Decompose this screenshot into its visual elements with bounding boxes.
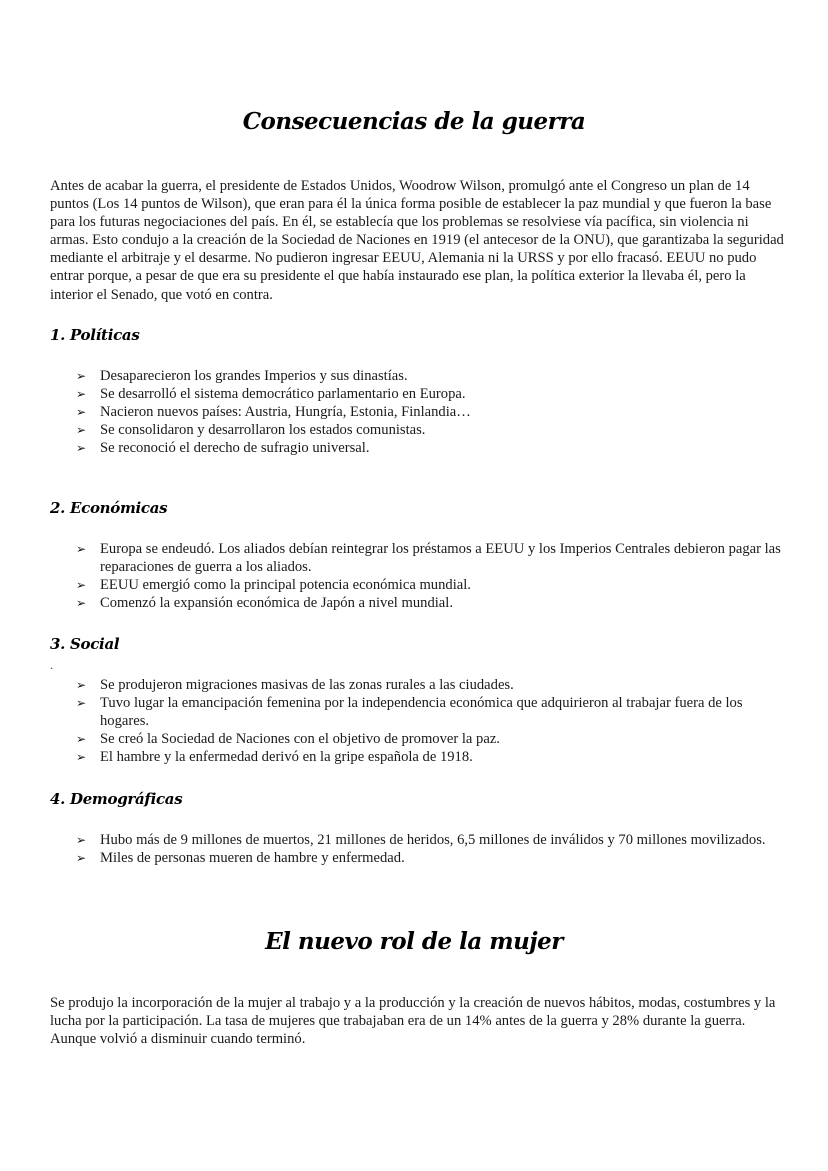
- list-item: ➢ Comenzó la expansión económica de Japón a nivel mundial.: [76, 595, 453, 612]
- arrowhead-bullet-icon: ➢: [76, 387, 87, 402]
- list-item: ➢ Europa se endeudó. Los aliados debían reintegrar los préstamos a EEUU y los Imperios Centrales debieron pagar las reparaciones de guerra a los aliados.: [76, 541, 781, 576]
- list-item: ➢ El hambre y la enfermedad derivó en la gripe española de 1918.: [76, 749, 473, 766]
- arrowhead-bullet-icon: ➢: [76, 696, 87, 711]
- list-item: ➢ Se reconoció el derecho de sufragio universal.: [76, 440, 370, 457]
- arrowhead-bullet-icon: ➢: [76, 851, 87, 866]
- list-item: ➢ Nacieron nuevos países: Austria, Hungría, Estonia, Finlandia…: [76, 404, 471, 421]
- arrowhead-bullet-icon: ➢: [76, 678, 87, 692]
- arrowhead-bullet-icon: ➢: [76, 423, 87, 438]
- list-item: ➢ Se produjeron migraciones masivas de las zonas rurales a las ciudades.: [76, 677, 514, 693]
- list-item: ➢ Desaparecieron los grandes Imperios y sus dinastías.: [76, 368, 408, 384]
- mujer-paragraph: Se produjo la incorporación de la mujer al trabajo y a la producción y la creación de nuevos hábitos, modas, costumbres y la lucha por la participación. La tasa de mujeres que trabajaban era de un 14% antes de la guerra y 28% durante la guerra. Aunque volvió a disminuir cuando terminó.: [50, 995, 776, 1048]
- arrowhead-bullet-icon: ➢: [76, 596, 87, 611]
- section-heading-politicas: 1. Políticas: [50, 326, 140, 344]
- bullet-list-social: [76, 676, 786, 766]
- arrowhead-bullet-icon: ➢: [76, 750, 87, 765]
- list-item: ➢ Se creó la Sociedad de Naciones con el objetivo de promover la paz.: [76, 731, 500, 748]
- list-item: ➢ Tuvo lugar la emancipación femenina por la independencia económica que adquirieron al trabajar fuera de los hogares.: [76, 695, 743, 730]
- page-title: Consecuencias de la guerra: [242, 108, 586, 135]
- list-item: ➢ Hubo más de 9 millones de muertos, 21 millones de heridos, 6,5 millones de inválidos y 70 millones movilizados.: [76, 832, 766, 848]
- stray-period-mark: .: [50, 658, 53, 672]
- bullet-list-economicas: [76, 540, 786, 612]
- list-item: ➢ Se consolidaron y desarrollaron los estados comunistas.: [76, 422, 426, 439]
- section-heading-economicas: 2. Económicas: [50, 499, 168, 517]
- arrowhead-bullet-icon: ➢: [76, 369, 87, 383]
- arrowhead-bullet-icon: ➢: [76, 578, 87, 593]
- section-heading-demograficas: 4. Demográficas: [50, 790, 183, 808]
- section-title-nuevo-rol: El nuevo rol de la mujer: [265, 928, 563, 955]
- arrowhead-bullet-icon: ➢: [76, 732, 87, 747]
- bullet-list-politicas: [76, 367, 786, 457]
- bullet-list-demograficas: [76, 831, 786, 867]
- section-heading-social: 3. Social: [50, 635, 120, 653]
- list-item: ➢ EEUU emergió como la principal potencia económica mundial.: [76, 577, 471, 594]
- list-item: ➢ Se desarrolló el sistema democrático parlamentario en Europa.: [76, 386, 466, 403]
- intro-paragraph: Antes de acabar la guerra, el presidente de Estados Unidos, Woodrow Wilson, promulgó ante el Congreso un plan de 14 puntos (Los 14 puntos de Wilson), que eran para él la única forma posible de establecer la paz mundial y que fueron la base para los futuras negociaciones del país. En él, se establecía que los problemas se resolviese vía pacífica, sin violencia ni armas. Esto condujo a la creación de la Sociedad de Naciones en 1919 (el antecesor de la ONU), que garantizaba la seguridad mediante el arbitraje y el desarme. No pudieron ingresar EEUU, Alemania ni la URSS y por ello fracasó. EEUU no pudo entrar porque, a pesar de que era su presidente el que había instaurado ese plan, la política exterior la llevaba él, pero la interior el Senado, que votó en contra.: [50, 178, 784, 303]
- arrowhead-bullet-icon: ➢: [76, 542, 87, 556]
- arrowhead-bullet-icon: ➢: [76, 405, 87, 420]
- list-item: ➢ Miles de personas mueren de hambre y enfermedad.: [76, 850, 405, 867]
- arrowhead-bullet-icon: ➢: [76, 833, 87, 847]
- arrowhead-bullet-icon: ➢: [76, 441, 87, 456]
